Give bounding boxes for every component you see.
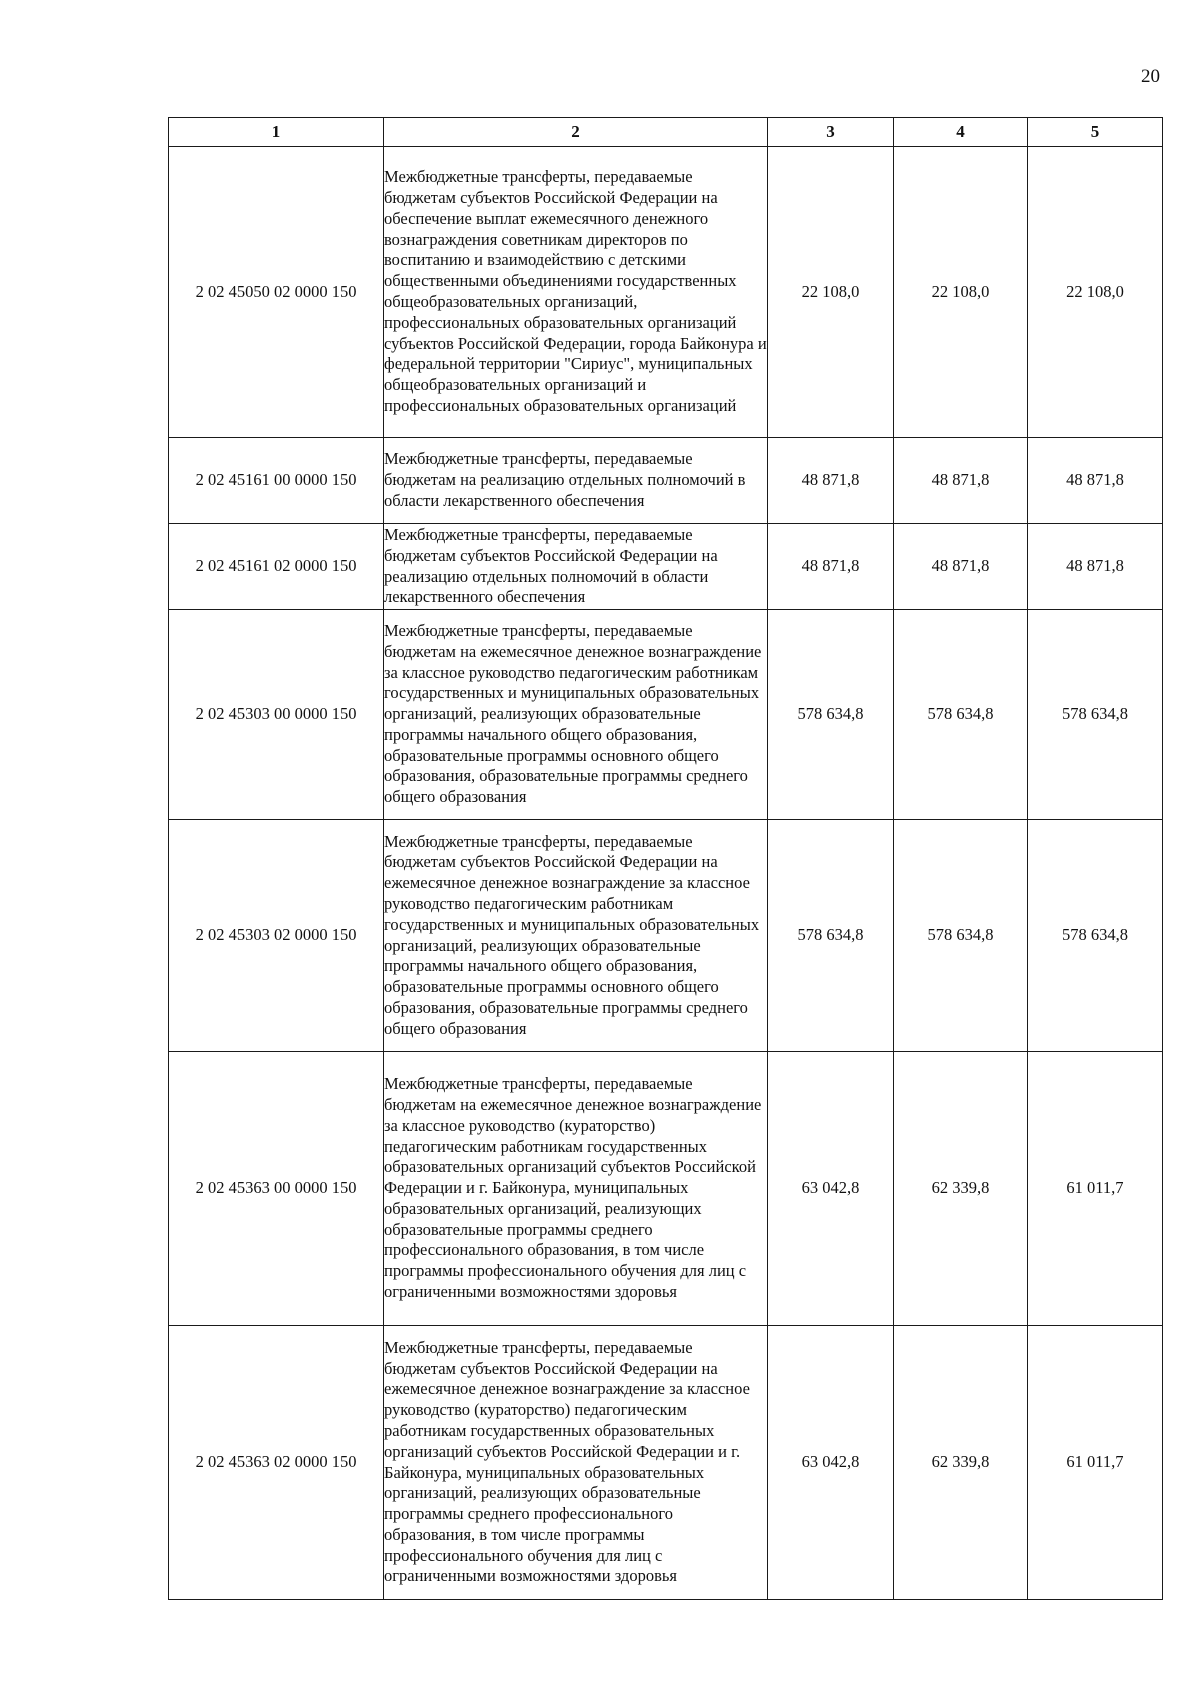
value-col-3: 48 871,8 [768, 438, 894, 524]
table-row [169, 610, 1163, 820]
budget-table [168, 117, 1163, 1600]
budget-code: 2 02 45050 02 0000 150 [169, 147, 384, 438]
value-col-5: 48 871,8 [1028, 438, 1163, 524]
value-col-5: 61 011,7 [1028, 1052, 1163, 1326]
budget-code: 2 02 45303 02 0000 150 [169, 820, 384, 1052]
value-col-3: 63 042,8 [768, 1052, 894, 1326]
table-row [169, 524, 1163, 610]
transfer-name: Межбюджетные трансферты, передаваемые бюджетам субъектов Российской Федерации на ежемесячное денежное вознаграждение за классное руководство педагогическим работникам государственных и муниципальных образовательных организаций, реализующих образовательные программы начального общего образования, образовательные программы основного общего образования, образовательные программы среднего общего образования [384, 820, 768, 1052]
transfer-name: Межбюджетные трансферты, передаваемые бюджетам субъектов Российской Федерации на реализацию отдельных полномочий в области лекарственного обеспечения [384, 524, 768, 610]
value-col-3: 22 108,0 [768, 147, 894, 438]
budget-code: 2 02 45161 02 0000 150 [169, 524, 384, 610]
budget-code: 2 02 45363 02 0000 150 [169, 1326, 384, 1600]
value-col-5: 48 871,8 [1028, 524, 1163, 610]
header-col-3: 3 [768, 118, 894, 147]
value-col-4: 62 339,8 [894, 1052, 1028, 1326]
value-col-4: 578 634,8 [894, 820, 1028, 1052]
table-row [169, 438, 1163, 524]
value-col-5: 22 108,0 [1028, 147, 1163, 438]
value-col-3: 63 042,8 [768, 1326, 894, 1600]
transfer-name: Межбюджетные трансферты, передаваемые бюджетам на ежемесячное денежное вознаграждение за классное руководство педагогическим работникам государственных и муниципальных образовательных организаций, реализующих образовательные программы начального общего образования, образовательные программы основного общего образования, образовательные программы среднего общего образования [384, 610, 768, 820]
value-col-5: 61 011,7 [1028, 1326, 1163, 1600]
page-number: 20 [1141, 66, 1160, 87]
table-row [169, 147, 1163, 438]
budget-code: 2 02 45363 00 0000 150 [169, 1052, 384, 1326]
table-row [169, 820, 1163, 1052]
table-row [169, 1052, 1163, 1326]
value-col-4: 578 634,8 [894, 610, 1028, 820]
value-col-3: 48 871,8 [768, 524, 894, 610]
header-col-2: 2 [384, 118, 768, 147]
header-col-4: 4 [894, 118, 1028, 147]
header-row [169, 118, 1163, 147]
budget-code: 2 02 45161 00 0000 150 [169, 438, 384, 524]
value-col-4: 48 871,8 [894, 524, 1028, 610]
header-col-5: 5 [1028, 118, 1163, 147]
value-col-5: 578 634,8 [1028, 820, 1163, 1052]
value-col-4: 62 339,8 [894, 1326, 1028, 1600]
header-col-1: 1 [169, 118, 384, 147]
transfer-name: Межбюджетные трансферты, передаваемые бюджетам на реализацию отдельных полномочий в области лекарственного обеспечения [384, 438, 768, 524]
value-col-4: 22 108,0 [894, 147, 1028, 438]
transfer-name: Межбюджетные трансферты, передаваемые бюджетам субъектов Российской Федерации на обеспечение выплат ежемесячного денежного вознаграждения советникам директоров по воспитанию и взаимодействию с детскими общественными объединениями государственных общеобразовательных организаций, профессиональных образовательных организаций субъектов Российской Федерации, города Байконура и федеральной территории "Сириус", муниципальных общеобразовательных организаций и профессиональных образовательных организаций [384, 147, 768, 438]
budget-code: 2 02 45303 00 0000 150 [169, 610, 384, 820]
value-col-3: 578 634,8 [768, 820, 894, 1052]
value-col-5: 578 634,8 [1028, 610, 1163, 820]
transfer-name: Межбюджетные трансферты, передаваемые бюджетам субъектов Российской Федерации на ежемесячное денежное вознаграждение за классное руководство (кураторство) педагогическим работникам государственных образовательных организаций субъектов Российской Федерации и г. Байконура, муниципальных образовательных организаций, реализующих образовательные программы среднего профессионального образования, в том числе программы профессионального обучения для лиц с ограниченными возможностями здоровья [384, 1326, 768, 1600]
value-col-4: 48 871,8 [894, 438, 1028, 524]
transfer-name: Межбюджетные трансферты, передаваемые бюджетам на ежемесячное денежное вознаграждение за классное руководство (кураторство) педагогическим работникам государственных образовательных организаций субъектов Российской Федерации и г. Байконура, муниципальных образовательных организаций, реализующих образовательные программы среднего профессионального образования, в том числе программы профессионального обучения для лиц с ограниченными возможностями здоровья [384, 1052, 768, 1326]
value-col-3: 578 634,8 [768, 610, 894, 820]
table-row [169, 1326, 1163, 1600]
